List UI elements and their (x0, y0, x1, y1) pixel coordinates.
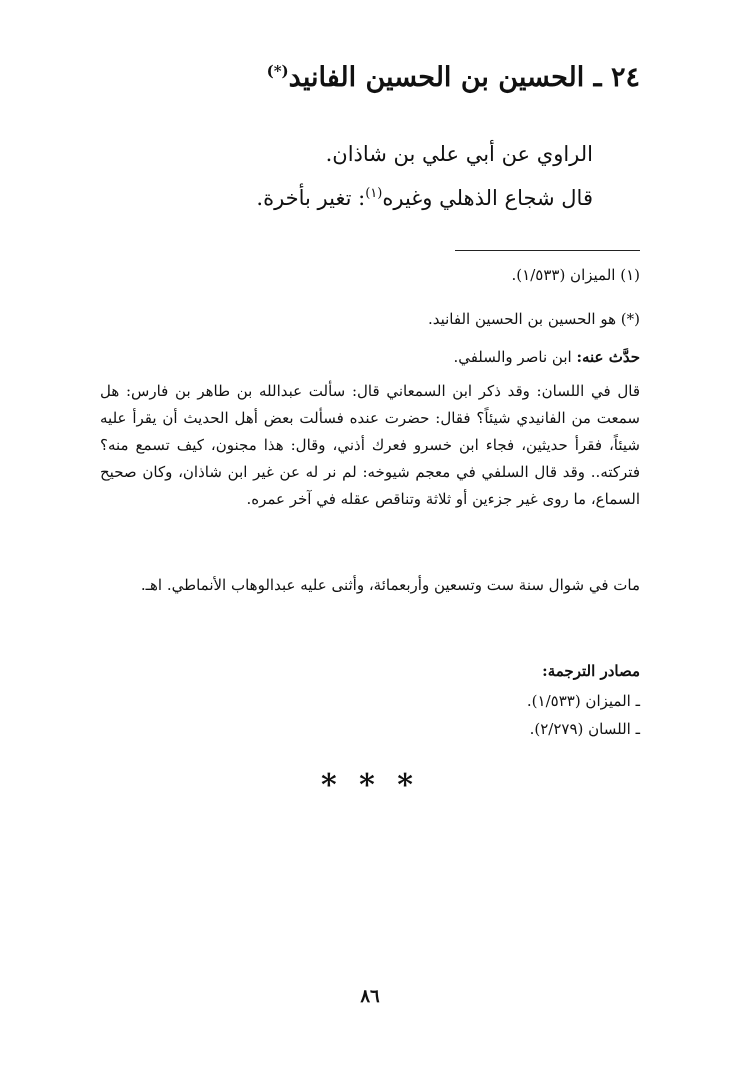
footnote-lisan-quote: قال في اللسان: وقد ذكر ابن السمعاني قال: سألت عبدالله بن طاهر بن فارس: هل سمعت من الفانيدي شيئاً؟ فقال: حضرت عنده فسألت بعض أهل الحديث أن يقرأ عليه شيئاً، فقرأ حديثين، فجاء ابن خسرو فعرك أذني، وقال: هذا مجنون، كيف تسمع منه؟ فتركته.. وقد قال السلفي في معجم شيوخه: لم نر له عن غير ابن شاذان، وكان صحيح السماع، ما روى غير جزءين أو ثلاثة وتناقص عقله في آخر عمره. (100, 382, 640, 508)
entry-name: الحسين بن الحسين الفانيد (288, 62, 585, 93)
entry-marker: (*) (266, 62, 289, 80)
body-line-2-text-a: قال شجاع الذهلي وغيره (382, 186, 593, 210)
narrators-text: ابن ناصر والسلفي. (453, 348, 577, 366)
entry-heading (220, 62, 640, 93)
source-item-mizan: ـ الميزان (١/٥٣٣). (526, 692, 640, 710)
body-line-2-text-b: : تغير بأخرة. (256, 186, 366, 210)
footnote-narrators (100, 344, 640, 371)
page-number: ٨٦ (360, 986, 380, 1007)
body-line-1: الراوي عن أبي علي بن شاذان. (325, 142, 593, 166)
narrators-label: حدَّث عنه: (576, 348, 640, 366)
footnote-star: (*) هو الحسين بن الحسين الفانيد. (427, 310, 640, 328)
body-line-2 (233, 186, 593, 210)
entry-number: ٢٤ (610, 62, 640, 93)
entry-dash: ـ (593, 62, 602, 93)
source-item-lisan: ـ اللسان (٢/٢٧٩). (529, 720, 640, 738)
sources-heading: مصادر الترجمة: (542, 662, 640, 680)
section-separator: * * * (321, 768, 419, 803)
footnote-1: (١) الميزان (١/٥٣٣). (511, 266, 640, 284)
footnote-ref-1: (١) (365, 186, 383, 201)
footnote-divider (455, 250, 640, 251)
footnote-death: مات في شوال سنة ست وتسعين وأربعمائة، وأثنى عليه عبدالوهاب الأنماطي. اهـ. (140, 576, 640, 594)
